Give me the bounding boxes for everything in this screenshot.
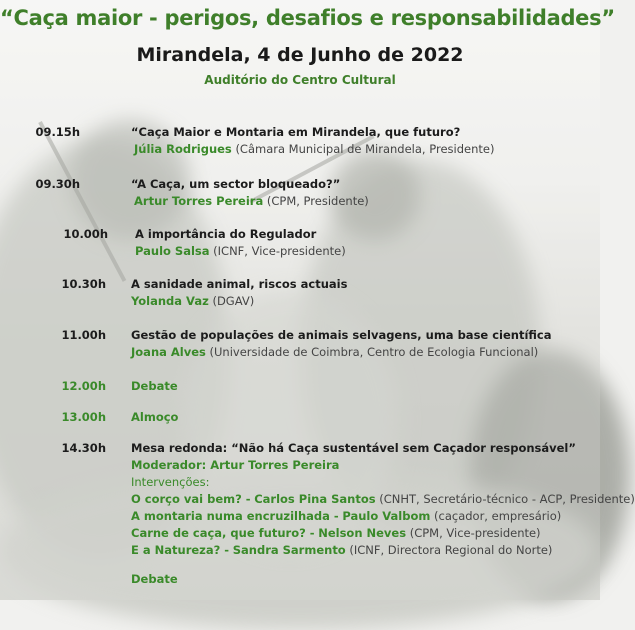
- speaker-affiliation: (ICNF, Vice-presidente): [213, 244, 346, 258]
- speaker-affiliation: (CPM, Presidente): [266, 194, 369, 208]
- program-time: 09.15h: [35, 125, 80, 139]
- participant-affiliation: (caçador, empresário): [434, 509, 562, 523]
- participant-affiliation: (ICNF, Directora Regional do Norte): [349, 543, 553, 557]
- program-time: 09.30h: [35, 177, 80, 191]
- program-title: A importância do Regulador: [135, 227, 317, 241]
- participant-affiliation: (CPM, Vice-presidente): [409, 526, 541, 540]
- program-time: 14.30h: [61, 441, 106, 455]
- program-time: 10.00h: [63, 227, 108, 241]
- participant-question: A montaria numa encruzilhada -: [131, 509, 339, 523]
- speaker-affiliation: (Câmara Municipal de Mirandela, Presidente): [235, 142, 495, 156]
- event-venue: Auditório do Centro Cultural: [204, 73, 396, 87]
- speaker-name: Júlia Rodrigues: [134, 142, 232, 156]
- speaker-name: Joana Alves: [131, 345, 206, 359]
- participant-name: Sandra Sarmento: [232, 543, 346, 557]
- event-title: “Caça maior - perigos, desafios e responsabilidades”: [0, 6, 615, 30]
- participant-affiliation: (CNHT, Secretário-técnico - ACP, Presidente): [379, 492, 635, 506]
- round-table-title: Mesa redonda: “Não há Caça sustentável sem Caçador responsável”: [131, 441, 576, 455]
- participant: [131, 542, 580, 559]
- program-time: 12.00h: [61, 379, 106, 393]
- participant-name: Nelson Neves: [318, 526, 407, 540]
- speaker-name: Yolanda Vaz: [131, 294, 209, 308]
- program-title: Debate: [131, 379, 178, 393]
- interventions-label: Intervenções:: [131, 475, 210, 489]
- program-title: Almoço: [131, 410, 179, 424]
- participant-question: Carne de caça, que futuro? -: [131, 526, 315, 540]
- event-date-location: Mirandela, 4 de Junho de 2022: [136, 44, 464, 66]
- speaker-affiliation: (DGAV): [212, 294, 255, 308]
- participant: [131, 508, 580, 525]
- program-title: “A Caça, um sector bloqueado?”: [131, 177, 341, 191]
- participant-question: E a Natureza? -: [131, 543, 230, 557]
- program-time: 13.00h: [61, 410, 106, 424]
- participant-name: Paulo Valbom: [342, 509, 431, 523]
- program-time: 10.30h: [61, 277, 106, 291]
- moderator: Moderador: Artur Torres Pereira: [131, 458, 340, 472]
- program-time: 11.00h: [61, 328, 106, 342]
- program-title: Gestão de populações de animais selvagens, uma base científica: [131, 328, 552, 342]
- participant-name: Carlos Pina Santos: [254, 492, 376, 506]
- participant: [131, 525, 580, 542]
- program-title: A sanidade animal, riscos actuais: [131, 277, 348, 291]
- participant: [131, 491, 635, 508]
- speaker-affiliation: (Universidade de Coimbra, Centro de Ecologia Funcional): [209, 345, 539, 359]
- closing-debate: Debate: [131, 572, 178, 586]
- participant-question: O corço vai bem? -: [131, 492, 251, 506]
- program-title: “Caça Maior e Montaria em Mirandela, que futuro?: [131, 125, 461, 139]
- speaker-name: Paulo Salsa: [135, 244, 210, 258]
- speaker-name: Artur Torres Pereira: [134, 194, 264, 208]
